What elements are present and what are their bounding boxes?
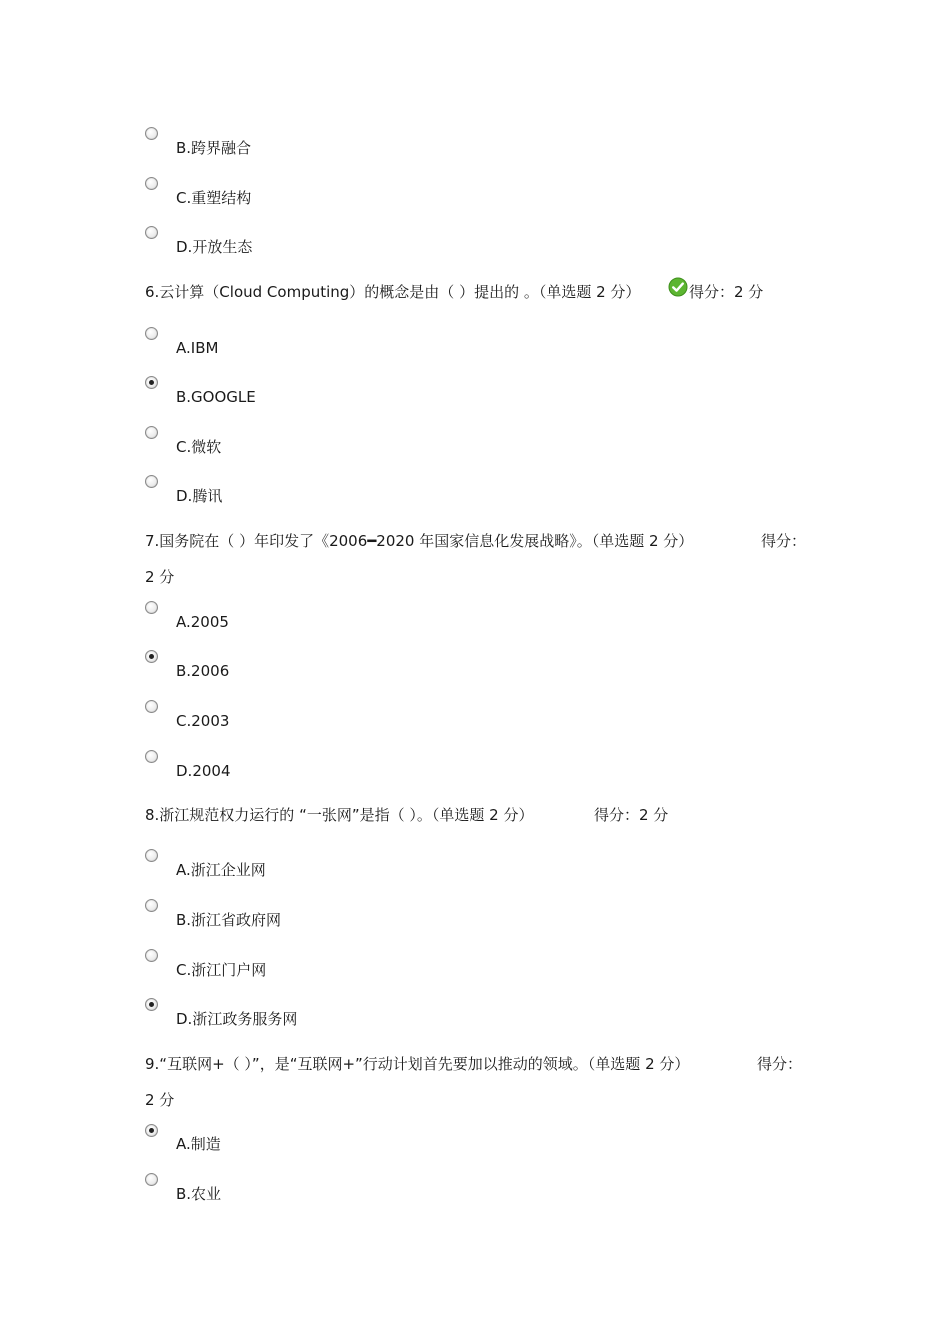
q9-option-b-label: B.农业 bbox=[176, 1185, 222, 1203]
q6-option-a-label: A.IBM bbox=[176, 339, 219, 357]
q7-option-c-label: C.2003 bbox=[176, 712, 230, 730]
q7-option-b-label: B.2006 bbox=[176, 662, 230, 680]
q8-option-b-label: B.浙江省政府网 bbox=[176, 911, 282, 929]
q8-question-text: 8.浙江规范权力运行的 “一张网”是指（ ）。（单选题 2 分） bbox=[145, 806, 534, 824]
q5-option-b-label: B.跨界融合 bbox=[176, 139, 252, 157]
q8-option-b-radio[interactable] bbox=[145, 899, 158, 912]
q9-score-label: 得分： bbox=[757, 1055, 803, 1073]
q7-option-d-radio[interactable] bbox=[145, 750, 158, 763]
q6-option-b-label: B.GOOGLE bbox=[176, 388, 256, 406]
q7-question-text: 7.国务院在（ ）年印发了《2006━2020 年国家信息化发展战略》。（单选题 2 分） bbox=[145, 532, 694, 550]
q9-option-a-label: A.制造 bbox=[176, 1135, 221, 1153]
q7-score-value: 2 分 bbox=[145, 568, 175, 586]
q7-score-label: 得分： bbox=[761, 532, 807, 550]
q6-option-d-label: D.腾讯 bbox=[176, 487, 223, 505]
q9-option-a-radio[interactable] bbox=[145, 1124, 158, 1137]
q8-option-a-radio[interactable] bbox=[145, 849, 158, 862]
q5-option-d-radio[interactable] bbox=[145, 226, 158, 239]
q8-option-c-radio[interactable] bbox=[145, 949, 158, 962]
q5-option-c-label: C.重塑结构 bbox=[176, 189, 252, 207]
q7-option-a-radio[interactable] bbox=[145, 601, 158, 614]
q6-option-c-radio[interactable] bbox=[145, 426, 158, 439]
q6-question-text: 6.云计算（Cloud Computing）的概念是由（ ）提出的 。（单选题 2 分） bbox=[145, 283, 641, 301]
q7-option-c-radio[interactable] bbox=[145, 700, 158, 713]
q9-score-value: 2 分 bbox=[145, 1091, 175, 1109]
q9-option-b-radio[interactable] bbox=[145, 1173, 158, 1186]
q5-option-d-label: D.开放生态 bbox=[176, 238, 253, 256]
q6-option-d-radio[interactable] bbox=[145, 475, 158, 488]
q8-option-c-label: C.浙江门户网 bbox=[176, 961, 267, 979]
q8-score: 得分：2 分 bbox=[594, 806, 669, 824]
q7-option-d-label: D.2004 bbox=[176, 762, 231, 780]
q9-question-text: 9.“互联网+（ ）”，是“互联网+”行动计划首先要加以推动的领域。（单选题 2 分） bbox=[145, 1055, 690, 1073]
q8-option-a-label: A.浙江企业网 bbox=[176, 861, 266, 879]
q8-option-d-label: D.浙江政务服务网 bbox=[176, 1010, 298, 1028]
q5-option-c-radio[interactable] bbox=[145, 177, 158, 190]
q6-option-a-radio[interactable] bbox=[145, 327, 158, 340]
q5-option-b-radio[interactable] bbox=[145, 127, 158, 140]
check-circle-icon bbox=[668, 277, 688, 297]
q6-score: 得分：2 分 bbox=[689, 283, 764, 301]
q7-option-a-label: A.2005 bbox=[176, 613, 229, 631]
q6-option-b-radio[interactable] bbox=[145, 376, 158, 389]
q8-option-d-radio[interactable] bbox=[145, 998, 158, 1011]
q6-option-c-label: C.微软 bbox=[176, 438, 222, 456]
q7-option-b-radio[interactable] bbox=[145, 650, 158, 663]
